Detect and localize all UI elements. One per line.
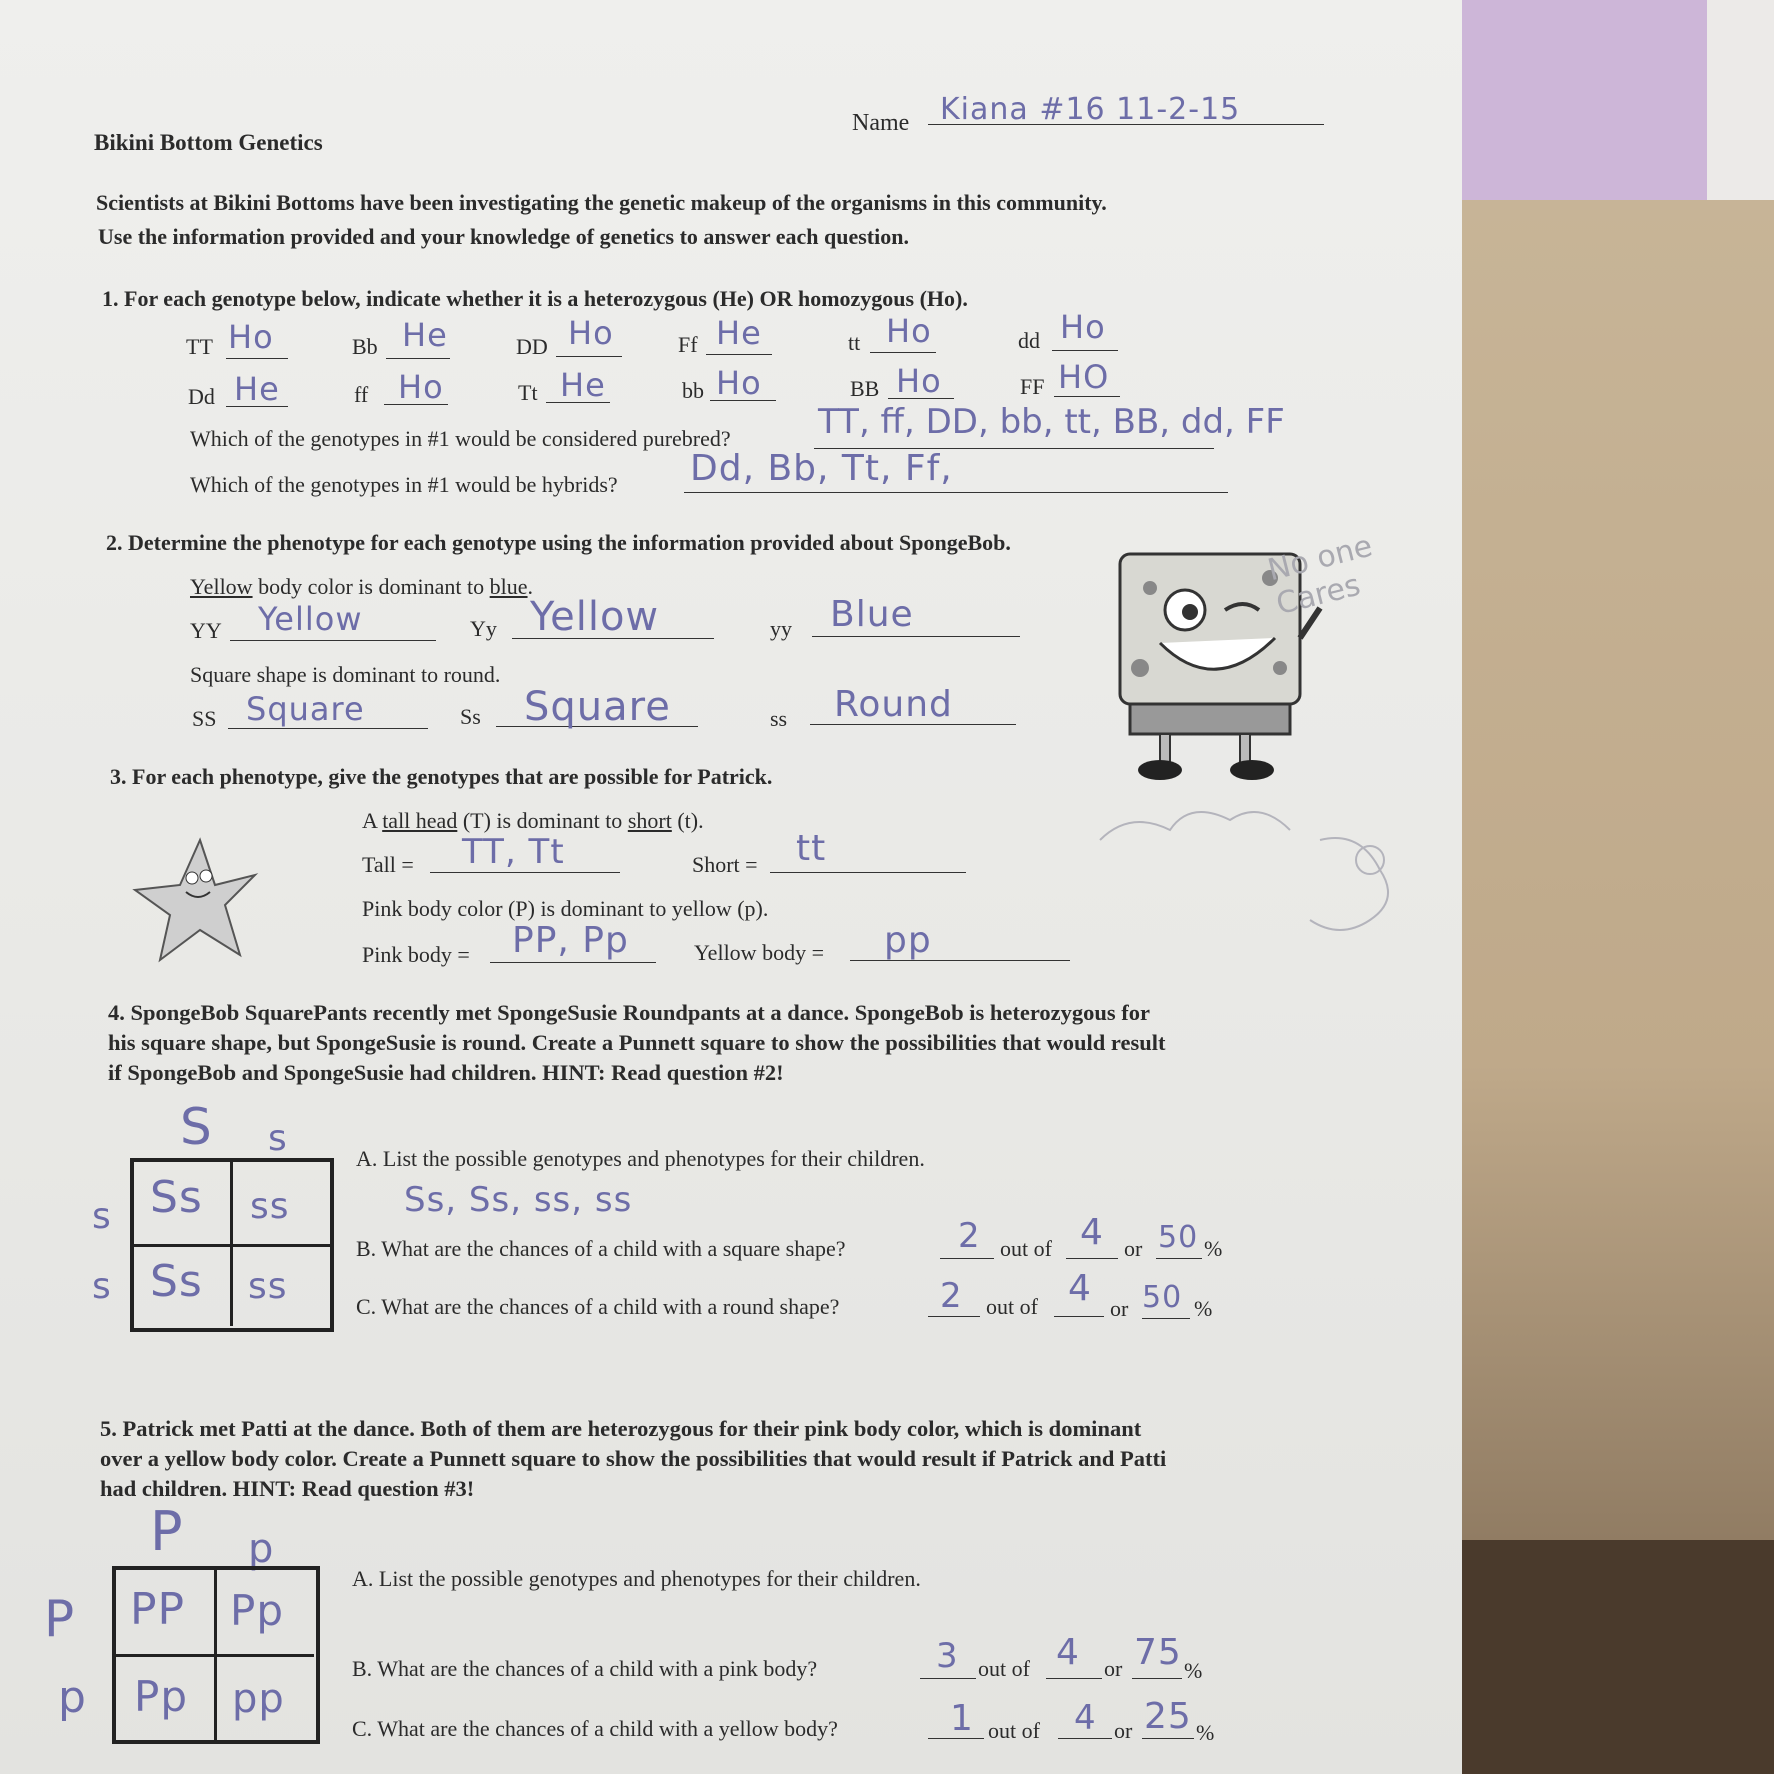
percent-sign: % <box>1204 1236 1223 1261</box>
genotype-label: YY <box>190 618 222 643</box>
q4-prompt-line-1: 4. SpongeBob SquarePants recently met SpongeSusie Roundpants at a dance. SpongeBob is heterozygous for <box>108 1000 1151 1025</box>
name-label: Name <box>852 110 910 136</box>
grid-divider <box>114 1654 314 1657</box>
q5b-percent[interactable]: 75 <box>1134 1632 1182 1673</box>
genotype-answer[interactable]: Ho <box>228 318 274 356</box>
grid-divider <box>132 1244 330 1247</box>
grid-divider <box>230 1160 233 1326</box>
answer-line <box>684 492 1228 493</box>
genotype-label: SS <box>192 706 217 731</box>
top-allele: S <box>180 1098 213 1156</box>
purple-paper-stack <box>1462 0 1707 200</box>
genotype-answer[interactable]: He <box>234 370 280 408</box>
answer-line <box>1142 1318 1190 1319</box>
q4b-numerator[interactable]: 2 <box>958 1216 981 1256</box>
pencil-doodle-text: No one Cares <box>1264 528 1376 623</box>
q4-question-c: C. What are the chances of a child with a round shape? <box>356 1294 840 1319</box>
or-label: or <box>1124 1236 1143 1261</box>
answer-line <box>1066 1258 1118 1259</box>
q2-rule-1 <box>190 574 533 600</box>
genotype-label: TT <box>186 334 213 359</box>
out-of-label: out of <box>978 1656 1030 1681</box>
purebred-answer[interactable]: TT, ff, DD, bb, tt, BB, dd, FF <box>818 402 1285 442</box>
student-name[interactable]: Kiana #16 11-2-15 <box>940 92 1241 127</box>
q5-prompt-line-3: had children. HINT: Read question #3! <box>100 1476 475 1501</box>
question-text: B. What are the chances of a child with a square shape? <box>356 1236 846 1261</box>
answer-line <box>706 354 772 355</box>
genotype-label: DD <box>516 334 548 359</box>
answer-line <box>1132 1678 1182 1679</box>
purebred-question: Which of the genotypes in #1 would be considered purebred? <box>190 426 731 451</box>
tall-label: Tall = <box>362 852 414 877</box>
left-allele: p <box>58 1672 87 1723</box>
answer-line <box>1142 1738 1194 1739</box>
out-of-label: out of <box>988 1718 1040 1743</box>
phenotype-answer[interactable]: Square <box>524 684 671 730</box>
answer-line <box>1054 396 1120 397</box>
table-shadow <box>1440 1540 1774 1774</box>
genotype-label: ff <box>354 382 369 407</box>
q4c-percent[interactable]: 50 <box>1142 1280 1183 1315</box>
answer-line <box>928 1316 980 1317</box>
rule-text: (t). <box>671 808 704 833</box>
punnett-cell[interactable]: ss <box>250 1186 290 1227</box>
punnett-cell[interactable]: PP <box>130 1584 186 1635</box>
rule-text: A <box>362 808 383 833</box>
genotype-label: FF <box>1020 374 1045 399</box>
answer-line <box>1058 1738 1112 1739</box>
genotype-answer[interactable]: HO <box>1058 358 1110 396</box>
punnett-cell[interactable]: Ss <box>150 1172 203 1223</box>
answer-line <box>556 356 622 357</box>
genotype-label: bb <box>682 378 704 403</box>
q5-question-a: A. List the possible genotypes and phenotypes for their children. <box>352 1566 921 1591</box>
short-label: Short = <box>692 852 758 877</box>
genotype-label: dd <box>1018 328 1040 353</box>
hybrid-question: Which of the genotypes in #1 would be hybrids? <box>190 472 618 497</box>
q4-prompt-line-3: if SpongeBob and SpongeSusie had children. HINT: Read question #2! <box>108 1060 784 1085</box>
phenotype-answer[interactable]: Yellow <box>530 594 660 640</box>
phenotype-answer[interactable]: Square <box>246 690 365 728</box>
genotype-answer[interactable]: Ho <box>716 364 762 402</box>
answer-line <box>230 640 436 641</box>
left-allele: P <box>44 1590 76 1648</box>
yellow-body-answer[interactable]: pp <box>884 920 932 961</box>
q5c-numerator[interactable]: 1 <box>950 1698 974 1739</box>
genotype-answer[interactable]: Ho <box>886 312 932 350</box>
phenotype-answer[interactable]: Yellow <box>258 600 363 638</box>
out-of-label: out of <box>1000 1236 1052 1261</box>
answer-line <box>226 358 288 359</box>
cloud-doodle <box>1080 780 1420 940</box>
genotype-answer[interactable]: Ho <box>568 314 614 352</box>
answer-line <box>1046 1678 1102 1679</box>
genotype-answer[interactable]: Ho <box>1060 308 1106 346</box>
pink-body-label: Pink body = <box>362 942 470 967</box>
percent-sign: % <box>1184 1658 1203 1683</box>
q5-prompt-line-2: over a yellow body color. Create a Punnett square to show the possibilities that would result if Patrick and Patti <box>100 1446 1167 1471</box>
phenotype-answer[interactable]: Round <box>834 684 953 725</box>
genotype-answer[interactable]: Ho <box>896 362 942 400</box>
answer-line <box>386 358 450 359</box>
q2-prompt: 2. Determine the phenotype for each genotype using the information provided about SpongeBob. <box>106 530 1011 555</box>
percent-sign: % <box>1196 1720 1215 1745</box>
genotype-label: yy <box>770 616 792 641</box>
tall-answer[interactable]: TT, Tt <box>462 832 565 872</box>
q4-prompt-line-2: his square shape, but SpongeSusie is round. Create a Punnett square to show the possibilities that would result <box>108 1030 1166 1055</box>
left-allele: s <box>92 1196 112 1237</box>
pink-body-answer[interactable]: PP, Pp <box>512 920 629 961</box>
out-of-label: out of <box>986 1294 1038 1319</box>
genotype-answer[interactable]: Ho <box>398 368 444 406</box>
q5-question-c: C. What are the chances of a child with a yellow body? <box>352 1716 838 1741</box>
or-label: or <box>1104 1656 1123 1681</box>
worksheet-title: Bikini Bottom Genetics <box>94 130 323 155</box>
answer-line <box>228 728 428 729</box>
answer-line <box>770 872 966 873</box>
yellow-body-label: Yellow body = <box>694 940 824 965</box>
top-allele: P <box>150 1500 184 1563</box>
q2-rule-2: Square shape is dominant to round. <box>190 662 501 687</box>
punnett-cell[interactable]: ss <box>248 1266 288 1307</box>
or-label: or <box>1110 1296 1129 1321</box>
intro-line-2: Use the information provided and your knowledge of genetics to answer each question. <box>98 224 909 249</box>
rule-period: . <box>527 574 534 599</box>
q4-answer-a[interactable]: Ss, Ss, ss, ss <box>404 1180 633 1220</box>
left-allele: s <box>92 1266 112 1307</box>
dominant-trait: tall head <box>382 808 458 833</box>
punnett-cell[interactable]: pp <box>232 1676 285 1722</box>
answer-line <box>870 352 936 353</box>
rule-text: (T) is dominant to <box>457 808 628 833</box>
answer-line <box>490 962 656 963</box>
q5c-percent[interactable]: 25 <box>1144 1696 1192 1737</box>
top-allele: s <box>268 1118 288 1159</box>
q5-prompt-line-1: 5. Patrick met Patti at the dance. Both of them are heterozygous for their pink body color, which is dominant <box>100 1416 1142 1441</box>
answer-line <box>1156 1258 1202 1259</box>
white-background <box>1707 0 1774 200</box>
answer-line <box>1052 350 1118 351</box>
short-answer[interactable]: tt <box>796 828 827 869</box>
genotype-label: Tt <box>518 380 538 405</box>
or-label: or <box>1114 1718 1133 1743</box>
answer-line <box>920 1678 976 1679</box>
dominant-trait: Yellow <box>190 574 253 599</box>
q3-rule-1 <box>362 808 704 834</box>
rule-text: body color is dominant to <box>252 574 490 599</box>
recessive-trait: blue <box>489 574 528 599</box>
answer-line <box>940 1258 994 1259</box>
q4-question-a: A. List the possible genotypes and phenotypes for their children. <box>356 1146 925 1171</box>
genotype-label: tt <box>848 330 861 355</box>
q3-prompt: 3. For each phenotype, give the genotypes that are possible for Patrick. <box>110 764 773 789</box>
genotype-label: ss <box>770 706 788 731</box>
genotype-label: BB <box>850 376 880 401</box>
q4c-numerator[interactable]: 2 <box>940 1276 963 1316</box>
patrick-illustration <box>130 830 260 970</box>
q5-question-b: B. What are the chances of a child with a pink body? <box>352 1656 818 1681</box>
percent-sign: % <box>1194 1296 1213 1321</box>
phenotype-answer[interactable]: Blue <box>830 594 914 635</box>
genotype-label: Dd <box>188 384 215 409</box>
q4c-denominator[interactable]: 4 <box>1068 1268 1092 1309</box>
punnett-cell[interactable]: Pp <box>230 1586 284 1635</box>
genotype-answer[interactable]: He <box>402 316 448 354</box>
q4-question-b <box>356 1236 846 1262</box>
table-surface <box>1440 0 1774 1774</box>
punnett-cell[interactable]: Ss <box>150 1256 203 1307</box>
answer-line <box>812 636 1020 637</box>
genotype-label: Ff <box>678 332 698 357</box>
genotype-answer[interactable]: He <box>560 366 606 404</box>
recessive-trait: short <box>627 808 672 833</box>
punnett-cell[interactable]: Pp <box>134 1672 188 1721</box>
hybrid-answer[interactable]: Dd, Bb, Tt, Ff, <box>690 448 953 489</box>
answer-line <box>430 872 620 873</box>
q5b-numerator[interactable]: 3 <box>936 1636 959 1676</box>
q4b-percent[interactable]: 50 <box>1158 1220 1199 1255</box>
genotype-label: Yy <box>470 616 497 641</box>
genotype-answer[interactable]: He <box>716 314 762 352</box>
q4b-denominator[interactable]: 4 <box>1080 1212 1104 1253</box>
genotype-label: Bb <box>352 334 378 359</box>
intro-line-1: Scientists at Bikini Bottoms have been investigating the genetic makeup of the organisms in this community. <box>96 190 1107 215</box>
answer-line <box>850 960 1070 961</box>
q5b-denominator[interactable]: 4 <box>1056 1632 1080 1673</box>
top-allele: p <box>248 1526 275 1572</box>
genotype-label: Ss <box>460 704 481 729</box>
q1-prompt: 1. For each genotype below, indicate whether it is a heterozygous (He) OR homozygous (Ho). <box>102 286 968 311</box>
q3-rule-2: Pink body color (P) is dominant to yellow (p). <box>362 896 769 921</box>
q5c-denominator[interactable]: 4 <box>1074 1698 1097 1738</box>
answer-line <box>1054 1316 1104 1317</box>
